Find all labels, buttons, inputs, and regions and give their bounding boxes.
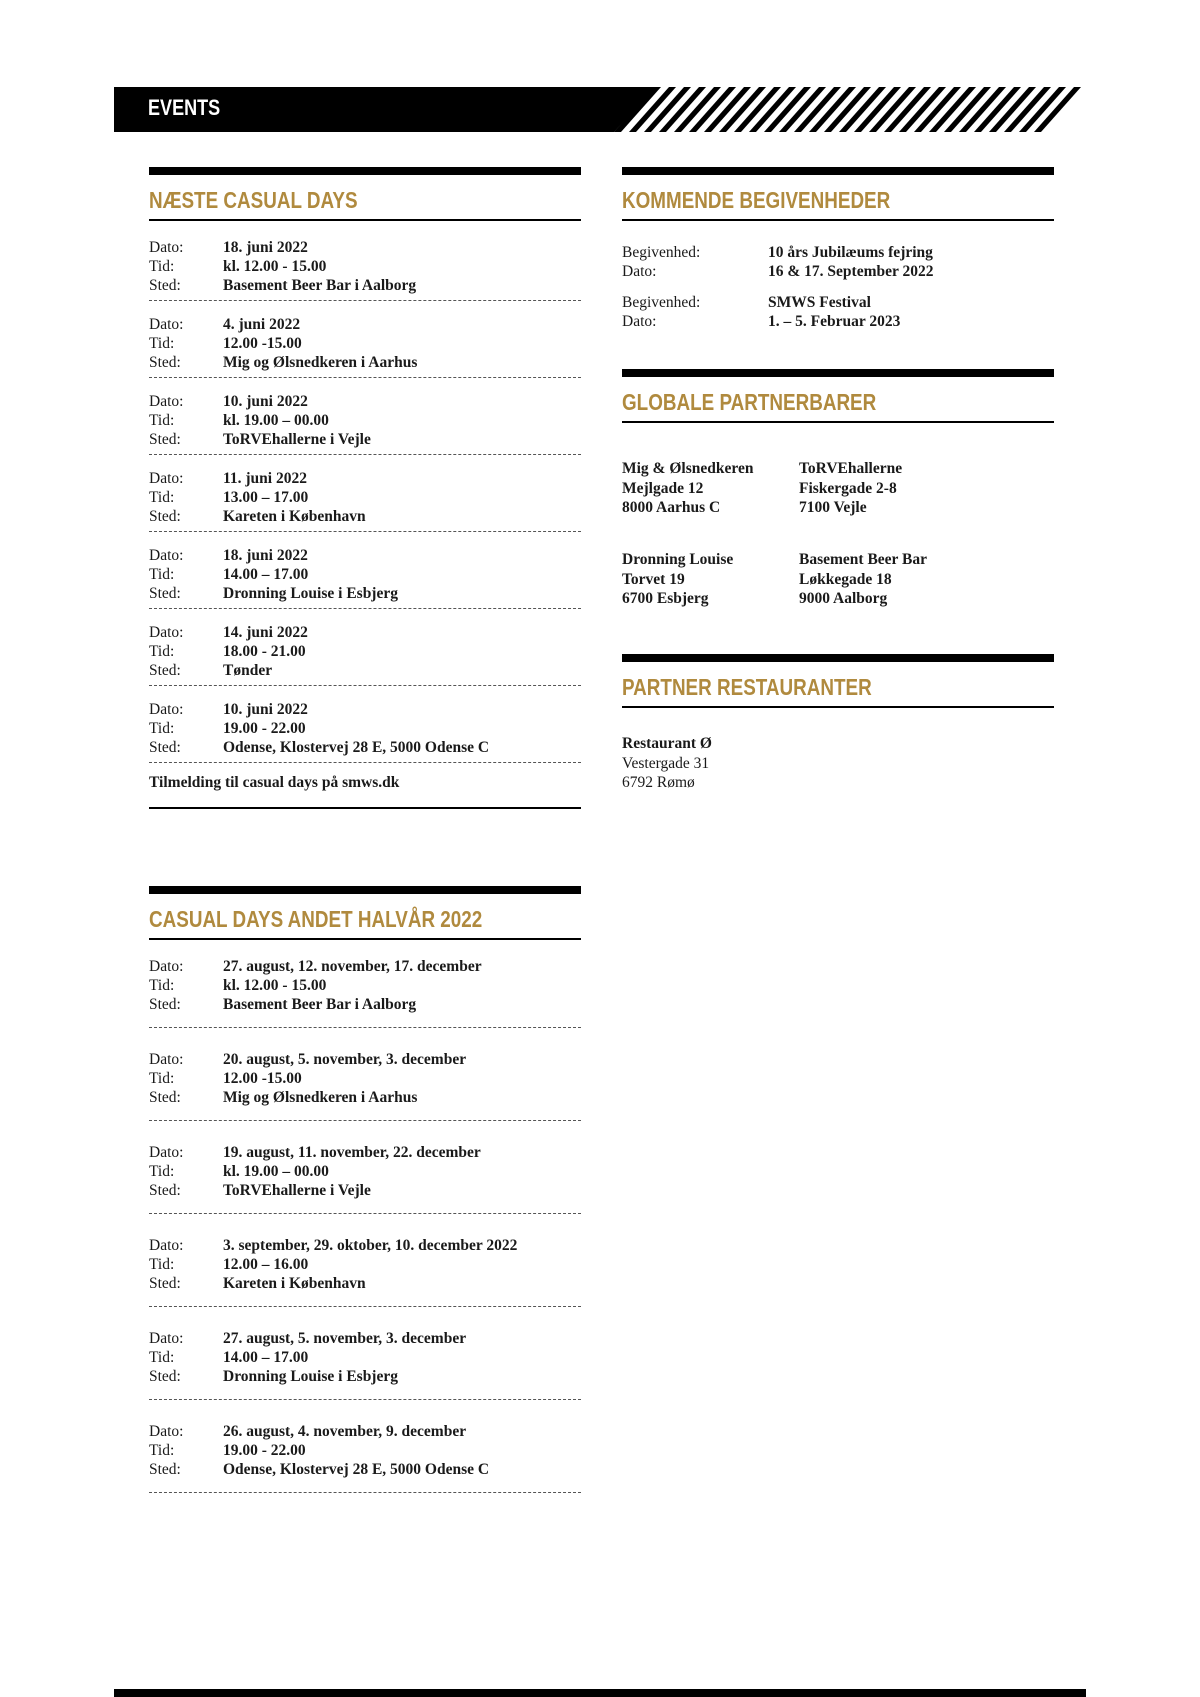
section-title: GLOBALE PARTNERBARER — [622, 389, 877, 415]
date-label: Dato: — [149, 1051, 184, 1068]
partner-bar-card — [622, 459, 753, 518]
place-value: ToRVEhallerne i Vejle — [223, 431, 371, 448]
place-label: Sted: — [149, 585, 181, 602]
casual-day-entry — [149, 315, 581, 372]
section-top-bar — [622, 654, 1054, 662]
time-label: Tid: — [149, 258, 175, 275]
date-label: Dato: — [149, 316, 184, 333]
time-label: Tid: — [149, 412, 175, 429]
date-value: 26. august, 4. november, 9. december — [223, 1423, 467, 1440]
date-value: 4. juni 2022 — [223, 316, 301, 333]
date-value: 20. august, 5. november, 3. december — [223, 1051, 467, 1068]
header-bar — [114, 87, 1086, 132]
place-value: ToRVEhallerne i Vejle — [223, 1182, 371, 1199]
time-value: kl. 12.00 - 15.00 — [223, 977, 327, 994]
section-title: KOMMENDE BEGIVENHEDER — [622, 187, 891, 213]
partner-bar-city: 8000 Aarhus C — [622, 499, 721, 516]
date-label: Dato: — [149, 624, 184, 641]
place-value: Kareten i København — [223, 508, 366, 525]
section-top-bar — [149, 167, 581, 175]
casual-day-entry — [149, 238, 581, 295]
time-value: 19.00 - 22.00 — [223, 1442, 306, 1459]
date-label: Dato: — [149, 393, 184, 410]
event-label: Begivenhed: — [622, 244, 701, 261]
place-label: Sted: — [149, 1368, 181, 1385]
date-value: 27. august, 5. november, 3. december — [223, 1330, 467, 1347]
section-title: CASUAL DAYS ANDET HALVÅR 2022 — [149, 906, 483, 932]
date-label: Dato: — [149, 239, 184, 256]
time-label: Tid: — [149, 1349, 175, 1366]
place-label: Sted: — [149, 508, 181, 525]
next-casual-days-section — [149, 167, 581, 809]
casual-day-entry — [149, 392, 581, 449]
partner-bar-card — [799, 459, 902, 518]
time-label: Tid: — [149, 977, 175, 994]
place-label: Sted: — [149, 739, 181, 756]
time-value: 12.00 -15.00 — [223, 1070, 302, 1087]
section-top-bar — [622, 167, 1054, 175]
time-label: Tid: — [149, 1070, 175, 1087]
section-end-rule — [149, 807, 581, 809]
date-value: 1. – 5. Februar 2023 — [768, 313, 901, 330]
casual-day-entry — [149, 1143, 581, 1200]
time-label: Tid: — [149, 335, 175, 352]
event-entry — [622, 293, 1054, 331]
partner-bar-name: Dronning Louise — [622, 551, 734, 568]
time-value: 14.00 – 17.00 — [223, 1349, 309, 1366]
place-label: Sted: — [149, 1275, 181, 1292]
stripe-pattern — [614, 87, 1086, 132]
place-value: Mig og Ølsnedkeren i Aarhus — [223, 1089, 418, 1106]
place-value: Basement Beer Bar i Aalborg — [223, 996, 417, 1013]
date-label: Dato: — [149, 1144, 184, 1161]
date-value: 11. juni 2022 — [223, 470, 307, 487]
upcoming-events-section — [622, 167, 1054, 331]
place-value: Kareten i København — [223, 1275, 366, 1292]
restaurant-street: Vestergade 31 — [622, 754, 710, 772]
time-value: 12.00 – 16.00 — [223, 1256, 309, 1273]
date-value: 14. juni 2022 — [223, 624, 308, 641]
partner-bar-street: Løkkegade 18 — [799, 570, 892, 588]
event-label: Begivenhed: — [622, 294, 701, 311]
event-value: SMWS Festival — [768, 294, 871, 311]
date-label: Dato: — [622, 263, 657, 280]
dashed-divider — [149, 1492, 581, 1493]
page-title: EVENTS — [148, 95, 221, 120]
restaurant-card — [622, 734, 1054, 793]
place-label: Sted: — [149, 431, 181, 448]
place-value: Tønder — [223, 662, 273, 679]
date-value: 18. juni 2022 — [223, 239, 308, 256]
partner-bars-grid — [622, 423, 1054, 623]
event-entry — [622, 243, 1054, 281]
next-casual-days-list — [149, 238, 581, 763]
date-value: 18. juni 2022 — [223, 547, 308, 564]
date-label: Dato: — [149, 470, 184, 487]
partner-bar-city: 7100 Vejle — [799, 499, 867, 516]
place-value: Dronning Louise i Esbjerg — [223, 1368, 398, 1385]
place-label: Sted: — [149, 1089, 181, 1106]
place-value: Basement Beer Bar i Aalborg — [223, 277, 417, 294]
place-label: Sted: — [149, 277, 181, 294]
casual-days-h2-list — [149, 957, 581, 1493]
date-label: Dato: — [149, 958, 184, 975]
time-label: Tid: — [149, 720, 175, 737]
place-value: Mig og Ølsnedkeren i Aarhus — [223, 354, 418, 371]
time-value: 19.00 - 22.00 — [223, 720, 306, 737]
signup-note: Tilmelding til casual days på smws.dk — [149, 774, 400, 791]
casual-days-h2-section — [149, 886, 581, 1493]
date-value: 19. august, 11. november, 22. december — [223, 1144, 481, 1161]
casual-day-entry — [149, 546, 581, 603]
section-title: NÆSTE CASUAL DAYS — [149, 187, 358, 213]
date-label: Dato: — [149, 1237, 184, 1254]
place-label: Sted: — [149, 996, 181, 1013]
casual-day-entry — [149, 700, 581, 757]
partner-bar-card — [622, 550, 733, 609]
time-label: Tid: — [149, 643, 175, 660]
time-label: Tid: — [149, 1442, 175, 1459]
place-label: Sted: — [149, 1182, 181, 1199]
section-title: PARTNER RESTAURANTER — [622, 674, 872, 700]
section-top-bar — [149, 886, 581, 894]
partner-bar-street: Fiskergade 2-8 — [799, 479, 897, 497]
casual-day-entry — [149, 623, 581, 680]
partner-bar-name: Mig & Ølsnedkeren — [622, 460, 754, 477]
date-label: Dato: — [149, 1423, 184, 1440]
event-value: 10 års Jubilæums fejring — [768, 244, 933, 261]
time-value: kl. 12.00 - 15.00 — [223, 258, 327, 275]
time-value: 18.00 - 21.00 — [223, 643, 306, 660]
date-label: Dato: — [149, 1330, 184, 1347]
time-value: kl. 19.00 – 00.00 — [223, 1163, 329, 1180]
partner-restaurants-section — [622, 654, 1054, 793]
section-top-bar — [622, 369, 1054, 377]
restaurant-city: 6792 Rømø — [622, 774, 695, 791]
footer-bar — [114, 1689, 1086, 1697]
date-label: Dato: — [149, 547, 184, 564]
casual-day-entry — [149, 957, 581, 1014]
place-label: Sted: — [149, 1461, 181, 1478]
date-label: Dato: — [149, 701, 184, 718]
casual-day-entry — [149, 1329, 581, 1386]
casual-day-entry — [149, 1422, 581, 1479]
casual-day-entry — [149, 469, 581, 526]
partner-bar-city: 9000 Aalborg — [799, 590, 888, 607]
time-value: 13.00 – 17.00 — [223, 489, 309, 506]
time-value: 14.00 – 17.00 — [223, 566, 309, 583]
time-label: Tid: — [149, 1256, 175, 1273]
global-partner-bars-section — [622, 369, 1054, 623]
place-label: Sted: — [149, 662, 181, 679]
date-value: 16 & 17. September 2022 — [768, 263, 934, 280]
time-label: Tid: — [149, 489, 175, 506]
place-value: Odense, Klostervej 28 E, 5000 Odense C — [223, 1461, 490, 1478]
partner-bar-name: ToRVEhallerne — [799, 460, 903, 477]
time-label: Tid: — [149, 566, 175, 583]
partner-bar-street: Mejlgade 12 — [622, 479, 704, 497]
time-label: Tid: — [149, 1163, 175, 1180]
date-value: 10. juni 2022 — [223, 701, 308, 718]
date-value: 27. august, 12. november, 17. december — [223, 958, 482, 975]
time-value: 12.00 -15.00 — [223, 335, 302, 352]
casual-day-entry — [149, 1236, 581, 1293]
casual-day-entry — [149, 1050, 581, 1107]
place-value: Odense, Klostervej 28 E, 5000 Odense C — [223, 739, 490, 756]
partner-bar-city: 6700 Esbjerg — [622, 590, 709, 607]
restaurant-name: Restaurant Ø — [622, 735, 712, 752]
date-value: 3. september, 29. oktober, 10. december 2022 — [223, 1237, 518, 1254]
place-label: Sted: — [149, 354, 181, 371]
partner-bar-name: Basement Beer Bar — [799, 551, 927, 568]
date-label: Dato: — [622, 313, 657, 330]
date-value: 10. juni 2022 — [223, 393, 308, 410]
partner-bar-street: Torvet 19 — [622, 570, 685, 588]
partner-bar-card — [799, 550, 927, 609]
time-value: kl. 19.00 – 00.00 — [223, 412, 329, 429]
place-value: Dronning Louise i Esbjerg — [223, 585, 398, 602]
